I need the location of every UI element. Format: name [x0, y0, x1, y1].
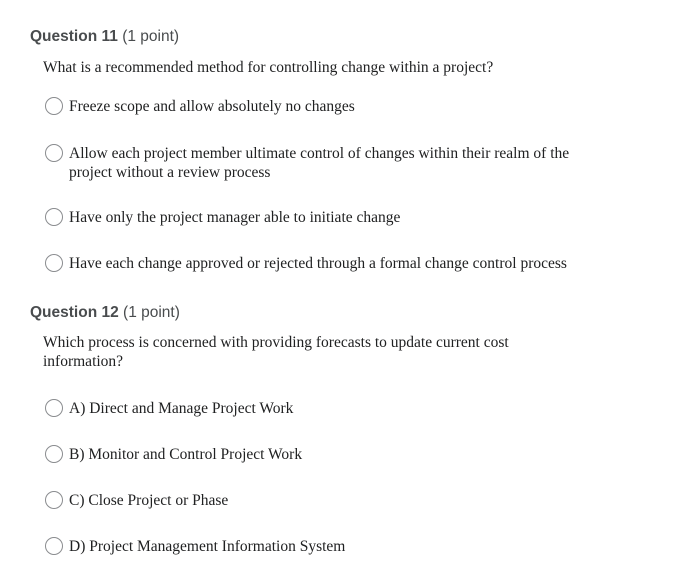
answer-option-2[interactable]: [45, 144, 605, 182]
answer-option-1[interactable]: [45, 97, 625, 116]
radio-button[interactable]: [45, 537, 63, 555]
question-heading: [30, 303, 180, 323]
answer-option-label: Have only the project manager able to initiate change: [69, 209, 401, 226]
radio-button[interactable]: [45, 491, 63, 509]
radio-button[interactable]: [45, 445, 63, 463]
radio-button[interactable]: [45, 144, 63, 162]
question-points: (1 point): [122, 28, 180, 45]
question-title: Question 11: [30, 28, 118, 45]
radio-button[interactable]: [45, 399, 63, 417]
answer-option-label: B) Monitor and Control Project Work: [69, 446, 303, 463]
question-title: Question 12: [30, 304, 119, 321]
answer-option-4[interactable]: [45, 254, 665, 273]
answer-option-label: Freeze scope and allow absolutely no changes: [69, 98, 355, 115]
radio-button[interactable]: [45, 208, 63, 226]
answer-option-label: A) Direct and Manage Project Work: [69, 400, 294, 417]
question-points: (1 point): [123, 304, 180, 321]
answer-option-label: Have each change approved or rejected through a formal change control process: [69, 255, 567, 272]
answer-option-d[interactable]: [45, 537, 625, 556]
question-prompt: What is a recommended method for controlling change within a project?: [43, 59, 494, 76]
answer-option-label: Allow each project member ultimate control of changes within their realm of the project without a review process: [69, 145, 570, 181]
radio-button[interactable]: [45, 254, 63, 272]
answer-option-label: C) Close Project or Phase: [69, 492, 229, 509]
answer-option-b[interactable]: [45, 445, 625, 464]
radio-button[interactable]: [45, 97, 63, 115]
question-heading: [30, 27, 179, 47]
answer-option-c[interactable]: [45, 491, 625, 510]
answer-option-label: D) Project Management Information System: [69, 538, 346, 555]
answer-option-3[interactable]: [45, 208, 625, 227]
question-prompt: Which process is concerned with providing forecasts to update current cost information?: [43, 334, 509, 370]
answer-option-a[interactable]: [45, 399, 625, 418]
